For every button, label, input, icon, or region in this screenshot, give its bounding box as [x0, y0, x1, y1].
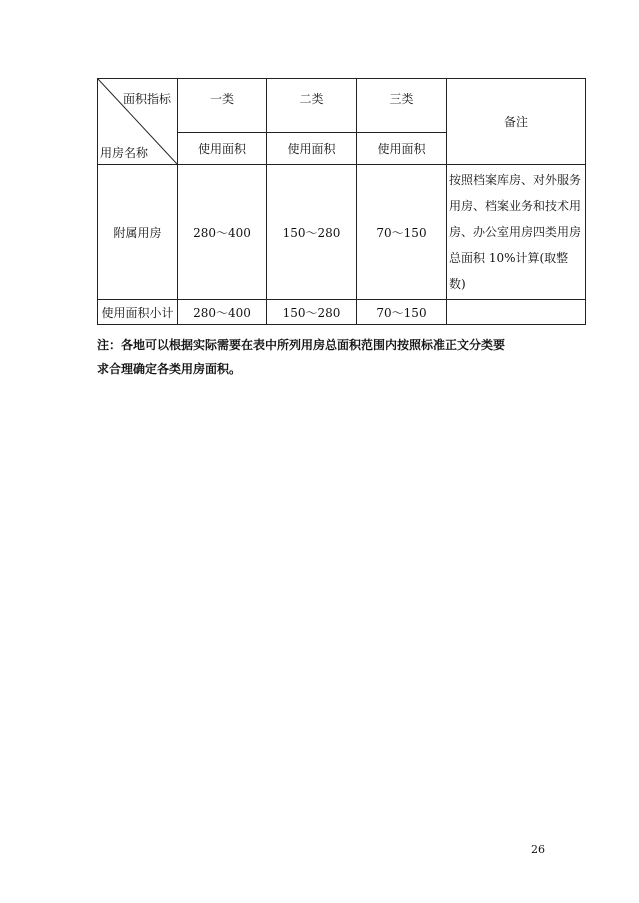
row-value: 280～400	[178, 300, 267, 325]
usable-area-subheader: 使用面积	[267, 132, 357, 164]
remark-line: 用房、档案业务和技术用	[449, 199, 582, 213]
remark-header: 备注	[447, 79, 586, 165]
remark-cell	[447, 165, 586, 300]
diagonal-header-cell	[98, 79, 178, 165]
usable-area-subheader: 使用面积	[178, 132, 267, 164]
remark-line: 按照档案库房、对外服务	[449, 173, 582, 187]
usable-area-subheader: 使用面积	[357, 132, 447, 164]
area-standards-table	[97, 78, 586, 325]
page-number: 26	[531, 843, 545, 856]
row-value: 150～280	[267, 300, 357, 325]
row-value: 280～400	[178, 165, 267, 300]
remark-cell-empty	[447, 300, 586, 325]
area-indicator-label: 面积指标	[122, 92, 171, 106]
row-value: 70～150	[357, 300, 447, 325]
note-line: 求合理确定各类用房面积。	[97, 362, 242, 376]
class-2-header: 二类	[267, 79, 357, 133]
table-note	[97, 333, 505, 381]
remark-line: 数)	[449, 277, 466, 291]
note-line: 注：各地可以根据实际需要在表中所列用房总面积范围内按照标准正文分类要	[97, 338, 506, 352]
row-name: 附属用房	[98, 165, 178, 300]
remark-line: 房、办公室用房四类用房	[449, 225, 582, 239]
class-3-header: 三类	[357, 79, 447, 133]
row-value: 150～280	[267, 165, 357, 300]
row-value: 70～150	[357, 165, 447, 300]
remark-line: 总面积 10%计算(取整	[449, 251, 569, 265]
class-1-header: 一类	[178, 79, 267, 133]
room-name-label: 用房名称	[100, 146, 149, 160]
row-name: 使用面积小计	[98, 300, 178, 325]
